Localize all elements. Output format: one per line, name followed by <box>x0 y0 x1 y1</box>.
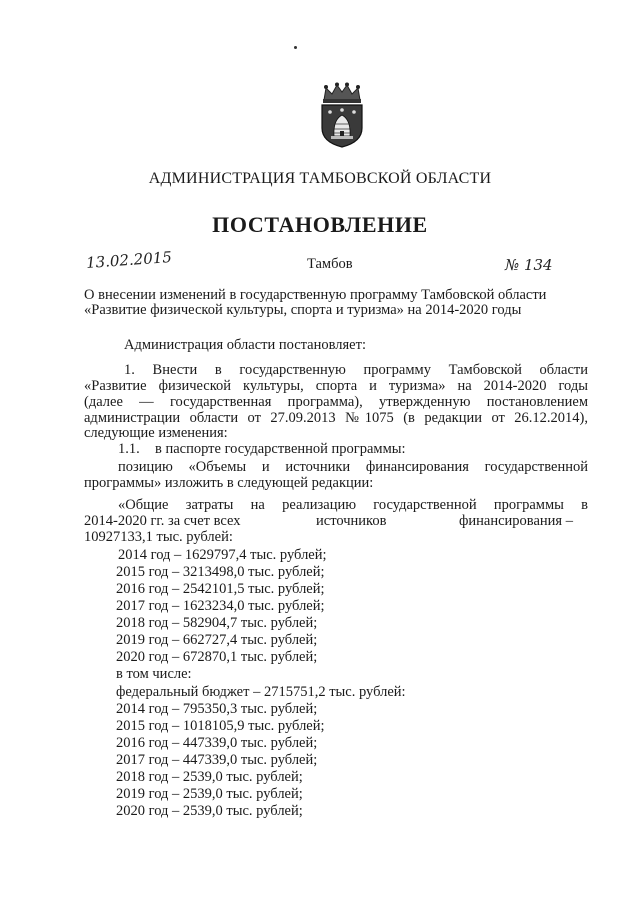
agency-name: АДМИНИСТРАЦИЯ ТАМБОВСКОЙ ОБЛАСТИ <box>148 170 492 187</box>
year-federal-2015: 2015 год – 1018105,9 тыс. рублей; <box>116 718 325 734</box>
subject-line-1: О внесении изменений в государственную программу Тамбовской области <box>84 287 547 303</box>
tambov-coat-of-arms-icon <box>316 82 368 148</box>
year-federal-2020: 2020 год – 2539,0 тыс. рублей; <box>116 803 303 819</box>
subject-line-2: «Развитие физической культуры, спорта и туризма» на 2014-2020 годы <box>84 302 522 318</box>
year-total-2016: 2016 год – 2542101,5 тыс. рублей; <box>116 581 325 597</box>
year-federal-2017: 2017 год – 447339,0 тыс. рублей; <box>116 752 318 768</box>
year-total-2014: 2014 год – 1629797,4 тыс. рублей; <box>118 547 327 563</box>
total-line-1: «Общие затраты на реализацию государственной программы в <box>118 497 588 513</box>
subitem-number: 1.1. <box>118 441 140 457</box>
total-line-2a: 2014-2020 гг. за счет всех <box>84 513 241 529</box>
document-type-title: ПОСТАНОВЛЕНИЕ <box>212 212 428 237</box>
scan-speck <box>294 46 297 49</box>
year-federal-2018: 2018 год – 2539,0 тыс. рублей; <box>116 769 303 785</box>
total-line-2c: финансирования – <box>459 513 573 529</box>
position-line-1: позицию «Объемы и источники финансирования государственной <box>118 459 588 475</box>
year-total-2015: 2015 год – 3213498,0 тыс. рублей; <box>116 564 325 580</box>
item1-line-1: 1. Внести в государственную программу Тамбовской области <box>124 362 588 378</box>
position-line-2: программы» изложить в следующей редакции: <box>84 475 374 491</box>
handwritten-date: 13.02.2015 <box>85 248 173 272</box>
including-label: в том числе: <box>116 666 192 682</box>
city-name: Тамбов <box>307 256 353 272</box>
federal-budget: федеральный бюджет – 2715751,2 тыс. рублей: <box>116 684 406 700</box>
year-total-2017: 2017 год – 1623234,0 тыс. рублей; <box>116 598 325 614</box>
total-line-2b: источников <box>316 513 387 529</box>
preamble: Администрация области постановляет: <box>124 337 366 353</box>
year-federal-2014: 2014 год – 795350,3 тыс. рублей; <box>116 701 318 717</box>
item1-line-5: следующие изменения: <box>84 425 228 441</box>
item1-line-3: (далее — государственная программа), утвержденную постановлением <box>84 394 588 410</box>
year-federal-2016: 2016 год – 447339,0 тыс. рублей; <box>116 735 318 751</box>
total-line-3: 10927133,1 тыс. рублей: <box>84 529 233 545</box>
item1-line-4: администрации области от 27.09.2013 №1075 (в редакции от 26.12.2014), <box>84 410 588 426</box>
handwritten-number: № 134 <box>505 256 553 274</box>
year-total-2019: 2019 год – 662727,4 тыс. рублей; <box>116 632 318 648</box>
item1-line-2: «Развитие физической культуры, спорта и туризма» на 2014-2020 годы <box>84 378 588 394</box>
year-total-2020: 2020 год – 672870,1 тыс. рублей; <box>116 649 318 665</box>
year-federal-2019: 2019 год – 2539,0 тыс. рублей; <box>116 786 303 802</box>
subitem-text: в паспорте государственной программы: <box>155 441 406 457</box>
year-total-2018: 2018 год – 582904,7 тыс. рублей; <box>116 615 318 631</box>
